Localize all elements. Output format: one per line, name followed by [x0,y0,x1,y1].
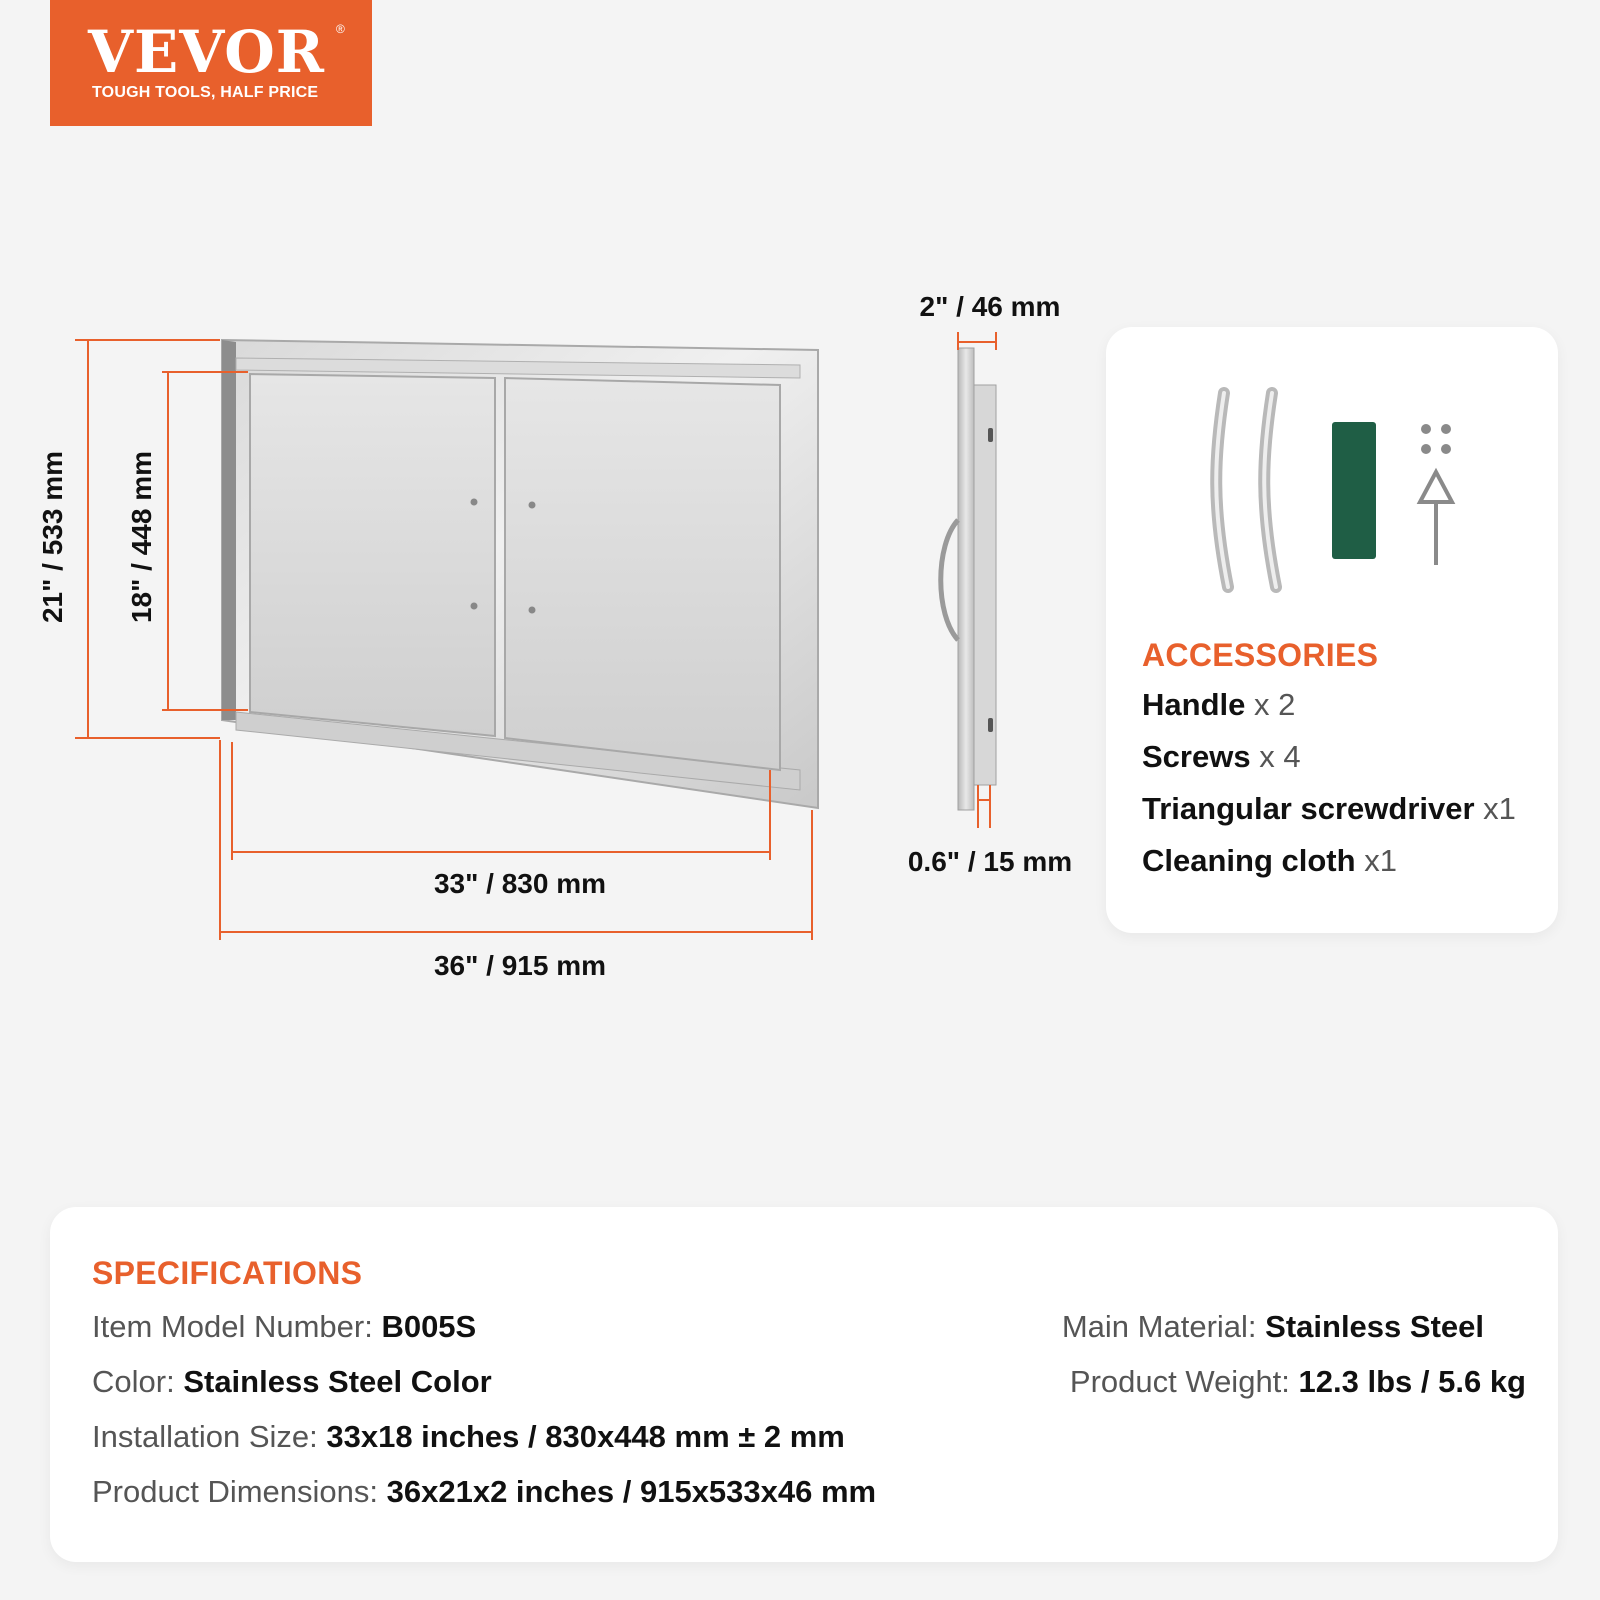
dim-width-outer: 36" / 915 mm [433,950,607,981]
dim-width-inner: 33" / 830 mm [433,868,607,899]
specifications-title: SPECIFICATIONS [92,1255,363,1291]
registered-mark: ® [336,22,345,36]
handle-icon [1264,393,1276,587]
brand-tagline: TOUGH TOOLS, HALF PRICE [92,84,319,101]
accessories-card [1106,327,1558,933]
screwdriver-icon [1420,472,1452,565]
side-view [941,348,996,810]
screws-icon [1421,424,1451,454]
specifications-card [50,1207,1558,1562]
right-door-panel [505,378,780,770]
accessory-item: Cleaning cloth x1 [1142,843,1397,878]
spec-color: Color: Stainless Steel Color [92,1364,492,1399]
spec-model-number: Item Model Number: B005S [92,1309,477,1344]
dim-height-outer: 21" / 533 mm [37,450,68,624]
dim-flange: 0.6" / 15 mm [907,846,1073,877]
accessory-item: Screws x 4 [1142,739,1301,774]
spec-installation-size: Installation Size: 33x18 inches / 830x448 mm ± 2 mm [92,1419,845,1454]
spec-product-dimensions: Product Dimensions: 36x21x2 inches / 915x533x46 mm [92,1474,877,1509]
spec-product-weight: Product Weight: 12.3 lbs / 5.6 kg [1069,1364,1526,1399]
accessory-item: Handle x 2 [1142,687,1296,722]
accessories-title: ACCESSORIES [1142,637,1379,673]
accessories-images [1206,387,1486,597]
handle-icon [1216,393,1228,587]
cleaning-cloth-icon [1332,422,1376,559]
dim-height-inner: 18" / 448 mm [126,450,157,624]
dim-depth: 2" / 46 mm [919,291,1061,322]
left-door-panel [250,374,495,736]
brand-name: VEVOR [88,18,325,86]
spec-main-material: Main Material: Stainless Steel [1061,1309,1484,1344]
accessory-item: Triangular screwdriver x1 [1142,791,1516,826]
